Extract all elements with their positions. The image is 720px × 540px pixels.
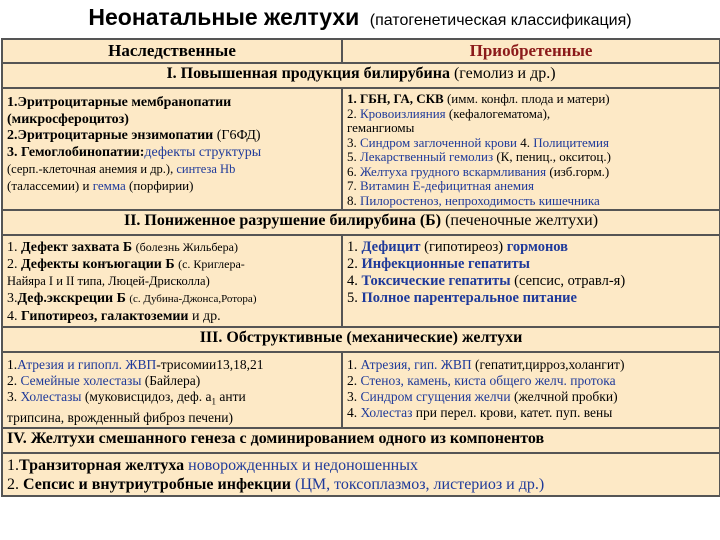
s1-left-line-2: (микросфероцитоз) xyxy=(7,111,129,127)
s4-line-1: 1.Транзиторная желтуха новорожденных и недоношенных xyxy=(7,456,418,474)
s3-right-line-1: 1. Атрезия, гип. ЖВП (гепатит,цирроз,холангит) xyxy=(347,357,625,372)
s2-right-line-4: 5. Полное парентеральное питание xyxy=(347,290,577,306)
s2-right-line-2: 2. Инфекционные гепатиты xyxy=(347,256,530,272)
section-1-hereditary-cell xyxy=(2,88,342,210)
section-4-header xyxy=(2,428,720,453)
s1-right-line-3: гемангиомы xyxy=(347,120,415,135)
s2-right-line-3: 4. Токсические гепатиты (сепсис, отравл-я) xyxy=(347,273,626,289)
section-3-body-row xyxy=(2,352,720,428)
s1-right-line-8: 8. Пилоростеноз, непроходимость кишечника xyxy=(347,192,600,208)
s3-left-line-2: 2. Семейные холестазы (Байлера) xyxy=(7,373,201,388)
s3-right-line-3: 3. Синдром сгущения желчи (желчной пробки) xyxy=(347,389,618,404)
s1-left-line-6: (талассемии) и гемма (порфирии) xyxy=(7,177,194,193)
section-3-acquired-cell xyxy=(342,352,720,428)
s2-left-line-3: Найяра I и II типа, Люцей-Дрисколла) xyxy=(7,274,210,288)
section-3-header-row xyxy=(2,327,720,352)
s2-left-line-1: 1. Дефект захвата Б (болезнь Жильбера) xyxy=(7,240,238,255)
section-1-note: (гемолиз и др.) xyxy=(453,65,556,82)
s1-right-line-2: 2. Кровоизлияния (кефалогематома), xyxy=(347,105,551,121)
section-2-acquired-cell xyxy=(342,235,720,327)
section-1-header-row xyxy=(2,63,720,88)
section-3-hereditary-cell xyxy=(2,352,342,428)
s1-right-line-6: 6. Желтуха грудного вскармливания (изб.горм.) xyxy=(347,163,610,179)
s1-right-line-5: 5. Лекарственный гемолиз (К, пениц., окситоц.) xyxy=(347,149,611,164)
section-1-body-row xyxy=(2,88,720,210)
s1-left-line-4: 3. Гемоглобинопатии:дефекты структуры xyxy=(7,144,262,160)
s2-left-line-2: 2. Дефекты конъюгации Б (с. Криглера- xyxy=(7,257,245,272)
section-2-title: II. Пониженное разрушение билирубина (Б) xyxy=(123,212,442,229)
s3-right-line-2: 2. Стеноз, камень, киста общего желч. протока xyxy=(347,373,616,388)
s4-line-2: 2. Сепсис и внутриутробные инфекции (ЦМ, токсоплазмоз, листериоз и др.) xyxy=(7,475,545,493)
title-subtitle: (патогенетическая классификация) xyxy=(369,12,632,29)
column-header-hereditary: Наследственные xyxy=(2,39,342,63)
s3-left-line-1: 1.Атрезия и гипопл. ЖВП-трисомии13,18,21 xyxy=(7,357,264,372)
s2-left-line-5: 4. Гипотиреоз, галактоземии и др. xyxy=(7,309,221,324)
s1-right-line-4: 3. Синдром заглоченной крови 4. Полицитемия xyxy=(347,134,609,150)
s1-right-line-7: 7. Витамин Е-дефицитная анемия xyxy=(347,178,535,193)
section-2-note: (печеночные желтухи) xyxy=(445,212,599,229)
section-4-title: IV. Желтухи смешанного генеза с доминированием одного из компонентов xyxy=(7,429,545,447)
section-4-body-row xyxy=(2,453,720,496)
section-2-header xyxy=(2,210,720,235)
section-1-title: I. Повышенная продукция билирубина xyxy=(166,65,450,82)
section-3-title: III. Обструктивные (механические) желтухи xyxy=(199,329,523,346)
s2-left-line-4: 3.Деф.экскреции Б (с. Дубина-Джонса,Ротора) xyxy=(7,291,257,306)
s2-right-line-1: 1. Дефицит (гипотиреоз) гормонов xyxy=(347,239,569,255)
s3-left-line-4: трипсина, врожденный фиброз печени) xyxy=(7,409,233,425)
section-4-header-row xyxy=(2,428,720,453)
s1-left-line-1: 1.Эритроцитарные мембранопатии xyxy=(7,95,232,110)
column-header-row xyxy=(2,39,720,63)
section-2-hereditary-cell xyxy=(2,235,342,327)
s1-right-line-1: 1. ГБН, ГА, СКВ (имм. конфл. плода и матери) xyxy=(347,91,610,106)
column-header-acquired: Приобретенные xyxy=(342,39,720,63)
section-4-cell xyxy=(2,453,720,496)
section-3-header xyxy=(2,327,720,352)
title-main: Неонатальные желтухи xyxy=(88,4,360,30)
classification-table xyxy=(1,38,720,497)
section-1-acquired-cell xyxy=(342,88,720,210)
s1-left-line-3: 2.Эритроцитарные энзимопатии (Г6ФД) xyxy=(7,128,261,143)
section-2-header-row xyxy=(2,210,720,235)
section-1-header xyxy=(2,63,720,88)
slide-title xyxy=(0,4,720,31)
s3-right-line-4: 4. Холестаз при перел. крови, катет. пуп. вены xyxy=(347,405,613,420)
s3-left-line-3: 3. Холестазы (муковисцидоз, деф. $a_1$ анти xyxy=(7,389,246,407)
s1-left-line-5: (серп.-клеточная анемия и др.), синтеза Hb xyxy=(7,162,236,176)
section-2-body-row xyxy=(2,235,720,327)
